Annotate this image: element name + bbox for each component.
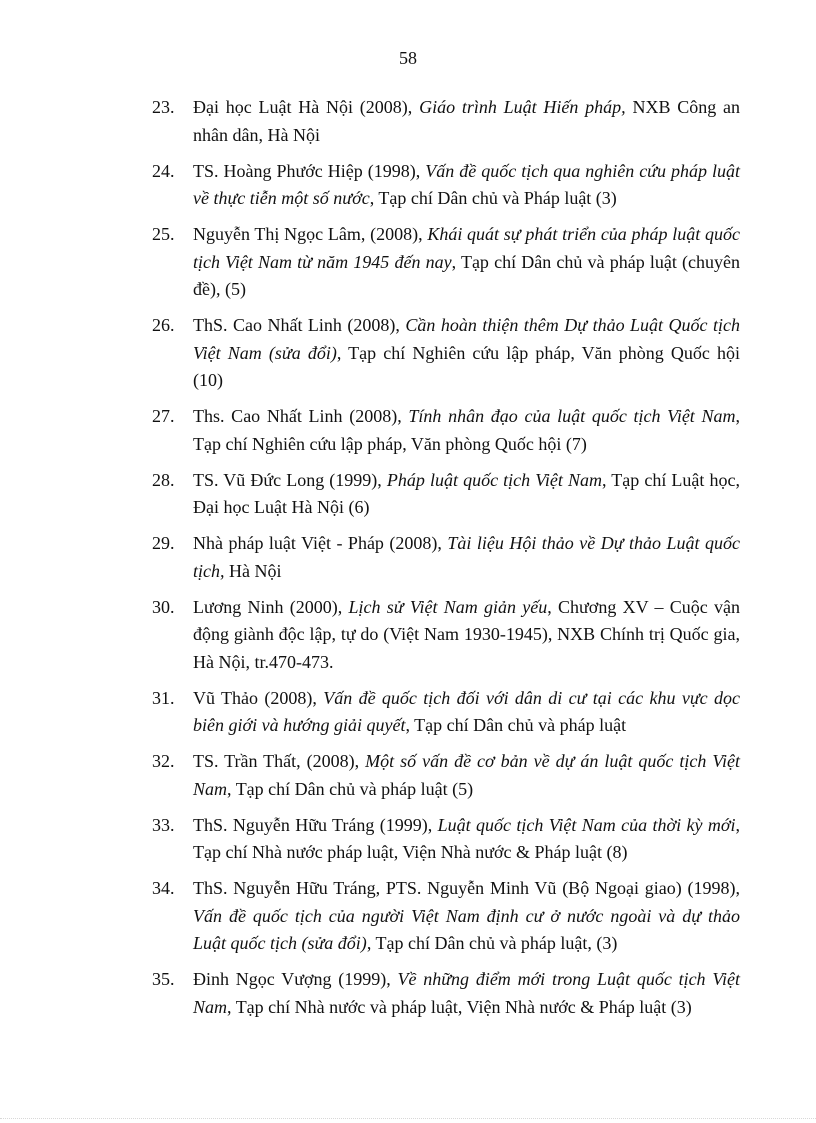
reference-number: 27. [152,406,175,426]
reference-number: 30. [152,596,175,617]
reference-title: Khái quát sự phát triển của pháp luật quốc tịch Việt Nam từ năm 1945 đến nay [193,224,741,272]
reference-source: , Tạp chí Nhà nước và pháp luật, Viện Nhà nước & Pháp luật (3) [227,996,692,1017]
reference-number: 31. [152,687,175,708]
reference-item [152,812,740,867]
reference-source: , Tạp chí Dân chủ và pháp luật [405,715,627,735]
reference-title: Tính nhân đạo của luật quốc tịch Việt Nam [408,406,736,426]
reference-item [152,403,740,458]
reference-source: Hà Nội [224,560,282,581]
reference-title: Vấn đề quốc tịch qua nghiên cứu pháp luật về thực tiễn một số nước [193,160,741,208]
reference-author: ThS. Nguyễn Hữu Tráng (1999), [193,814,438,835]
reference-number: 24. [152,160,175,181]
page-number: 58 [399,48,417,68]
reference-source: , Tạp chí Dân chủ và Pháp luật (3) [369,188,617,208]
reference-number: 23. [152,97,175,117]
reference-source: , Tạp chí Nghiên cứu lập pháp, Văn phòng Quốc hội (7) [193,406,741,454]
reference-source: , Tạp chí Dân chủ và pháp luật, (3) [366,933,618,953]
reference-title: Cần hoàn thiện thêm Dự thảo Luật Quốc tịch Việt Nam (sửa đổi) [193,315,740,363]
reference-number: 26. [152,315,175,335]
reference-number: 29. [152,533,175,553]
reference-item [152,748,740,803]
reference-author: Lương Ninh (2000), [193,596,349,617]
reference-item [152,158,740,213]
reference-title: Vấn đề quốc tịch đối với dân di cư tại các khu vực dọc biên giới và hướng giải quyết [193,687,740,735]
reference-item [152,875,740,958]
reference-author: TS. Trần Thất, (2008), [193,751,366,771]
reference-item [152,467,740,522]
reference-list [152,94,740,1030]
reference-author: Đại học Luật Hà Nội (2008), [193,97,420,117]
reference-number: 32. [152,751,175,771]
reference-author: ThS. Nguyễn Hữu Tráng, PTS. Nguyễn Minh Vũ (Bộ Ngoại giao) (1998), [193,878,740,898]
reference-number: 34. [152,878,175,898]
reference-author: TS. Hoàng Phước Hiệp (1998), [193,160,426,181]
reference-source: NXB Công an nhân dân, Hà Nội [193,97,741,145]
reference-author: ThS. Cao Nhất Linh (2008), [193,315,406,335]
reference-title: Vấn đề quốc tịch của người Việt Nam định cư ở nước ngoài và dự thảo Luật quốc tịch (sửa đổi) [193,905,740,953]
reference-item [152,94,740,149]
reference-source: , Chương XV – Cuộc vận động giành độc lập, tự do (Việt Nam 1930-1945), NXB Chính trị Quốc gia, Hà Nội, tr.470-473. [193,596,740,672]
reference-title: Giáo trình Luật Hiến pháp, [419,97,626,117]
reference-author: Nhà pháp luật Việt - Pháp (2008), [193,533,448,553]
reference-title: Một số vấn đề cơ bản về dự án luật quốc tịch Việt Nam [193,751,740,799]
reference-source: , Tạp chí Nghiên cứu lập pháp, Văn phòng Quốc hội (10) [193,342,741,390]
reference-item [152,966,740,1021]
reference-number: 25. [152,224,175,244]
reference-item [152,685,740,740]
reference-source: , Tạp chí Dân chủ và pháp luật (5) [227,778,474,799]
reference-item [152,221,740,304]
reference-item [152,594,740,677]
reference-item [152,312,740,395]
reference-title: Pháp luật quốc tịch Việt Nam [386,469,602,490]
reference-title: Tài liệu Hội thảo về Dự thảo Luật quốc tịch, [193,533,740,581]
reference-source: , Tạp chí Nhà nước pháp luật, Viện Nhà nước & Pháp luật (8) [193,814,740,862]
reference-title: Về những điểm mới trong Luật quốc tịch Việt Nam [193,969,740,1017]
reference-item [152,530,740,585]
reference-source: , Tạp chí Luật học, Đại học Luật Hà Nội (6) [193,469,740,517]
reference-author: Nguyễn Thị Ngọc Lâm, (2008), [193,224,428,244]
reference-author: Ths. Cao Nhất Linh (2008), [193,406,409,426]
reference-source: , Tạp chí Dân chủ và pháp luật (chuyên đề), (5) [193,251,740,299]
reference-number: 33. [152,814,175,835]
reference-number: 28. [152,469,175,490]
reference-number: 35. [152,969,175,989]
reference-author: Vũ Thảo (2008), [193,687,324,708]
page-divider [0,1118,816,1119]
reference-title: Luật quốc tịch Việt Nam của thời kỳ mới [437,814,736,835]
reference-author: TS. Vũ Đức Long (1999), [193,469,387,490]
reference-title: Lịch sử Việt Nam giản yếu [348,596,548,617]
reference-author: Đinh Ngọc Vượng (1999), [193,969,398,989]
